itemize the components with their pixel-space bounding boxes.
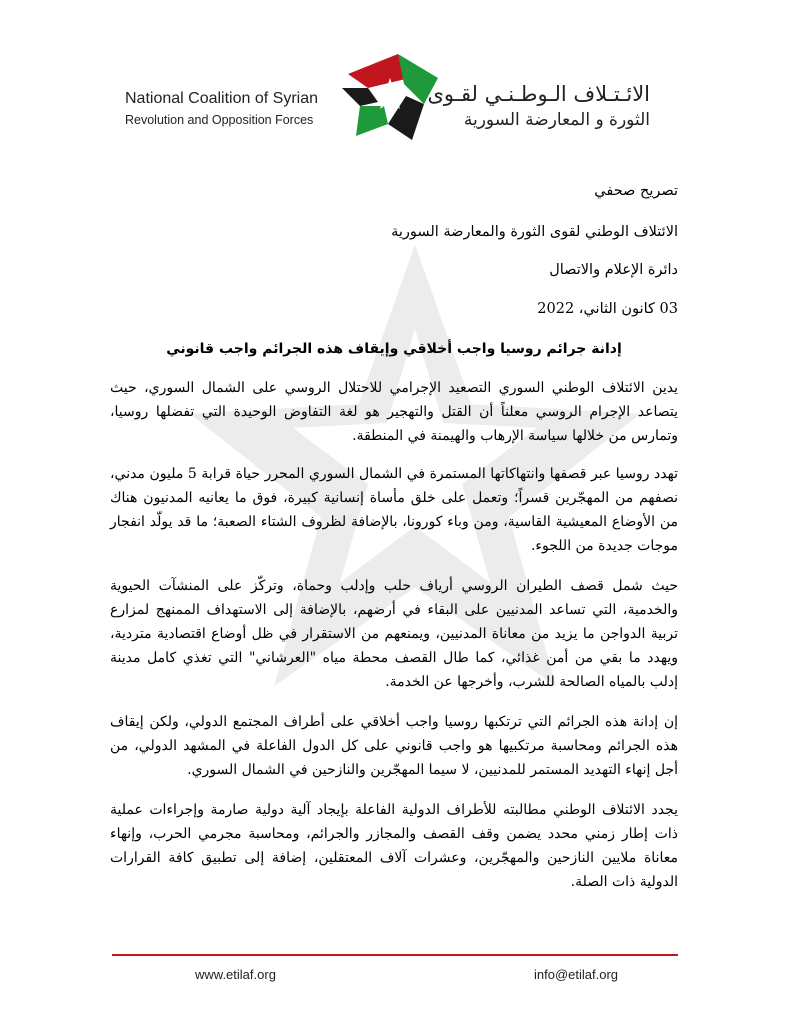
org-name-ar-line2: الثورة و المعارضة السورية [463, 110, 650, 130]
footer-email-link[interactable]: info@etilaf.org [534, 967, 619, 982]
document-date: 03 كانون الثاني، 2022 [537, 301, 678, 317]
document-title: إدانة جرائم روسيا واجب أخلاقي وإيقاف هذه الجرائم واجب قانوني [166, 341, 622, 357]
document-organization: الائتلاف الوطني لقوى الثورة والمعارضة السورية [391, 224, 678, 240]
star-logo-icon [338, 44, 442, 144]
org-name-en-line2: Revolution and Opposition Forces [125, 113, 314, 127]
paragraph-3: حيث شمل قصف الطيران الروسي أرياف حلب وإدلب وحماة، وتركّز على المنشآت الحيوية والخدمية، التي تساعد المدنيين على البقاء في أرضهم، بالإضافة إلى الاستهداف الممنهج لمزارع تربية الدواجن ما يزيد من معاناة المدنيين، ويمنعهم من الاستقرار في ظل أوضاع اقتصادية متردية، ويهدد ما بقي من أمن غذائي، كما طال القصف محطة مياه "العرشاني" التي تغذي كامل مدينة إدلب بالمياه الصالحة للشرب، وأخرجها عن الخدمة. [110, 578, 678, 690]
org-name-en [125, 88, 318, 130]
org-name-ar [428, 80, 651, 132]
org-name-ar-line1: الائـتـلاف الـوطـنـي لقـوى [427, 82, 650, 106]
footer-divider [112, 954, 678, 956]
paragraph-4: إن إدانة هذه الجرائم التي ترتكبها روسيا واجب أخلاقي على أطراف المجتمع الدولي، ولكن إيقاف هذه الجرائم ومحاسبة مرتكبيها هو واجب قانوني على كل الدول الفاعلة في المشهد الدولي، من أجل إنهاء التهديد المستمر للمدنيين، لا سيما المهجّرين والنازحين في الشمال السوري. [110, 714, 678, 778]
paragraph-2: تهدد روسيا عبر قصفها وانتهاكاتها المستمرة في الشمال السوري المحرر حياة قرابة 5 مليون مدني، نصفهم من المهجّرين قسراً؛ وتعمل على خلق مأساة إنسانية كبيرة، فوق ما يعانيه المدنيون هناك من الأوضاع المعيشية القاسية، ومن وباء كورونا، بالإضافة لظروف الشتاء الصعبة؛ ما قد يولّد انفجار موجات جديدة من اللجوء. [110, 466, 678, 554]
paragraph-1: يدين الائتلاف الوطني السوري التصعيد الإجرامي للاحتلال الروسي على الشمال السوري، حيث يتصاعد الإجرام الروسي معلناً أن القتل والتهجير هو لغة التفاوض الوحيدة التي تفضلها روسيا، وتمارس من خلالها سياسة الإرهاب والهيمنة في المنطقة. [110, 380, 678, 444]
org-name-en-line1: National Coalition of Syrian [125, 90, 318, 107]
footer-website-link[interactable]: www.etilaf.org [195, 967, 276, 982]
document-type: تصريح صحفي [594, 183, 678, 199]
paragraph-5: يجدد الائتلاف الوطني مطالبته للأطراف الدولية الفاعلة بإيجاد آلية دولية صارمة وإجراءات عملية ذات إطار زمني محدد يضمن وقف القصف والمجازر والجرائم، ومحاسبة مجرمي الحرب، وإنهاء معاناة ملايين النازحين والمهجّرين، وعشرات آلاف المعتقلين، إضافة إلى تطبيق كافة القرارات الدولية ذات الصلة. [110, 802, 678, 890]
document-department: دائرة الإعلام والاتصال [549, 262, 678, 278]
